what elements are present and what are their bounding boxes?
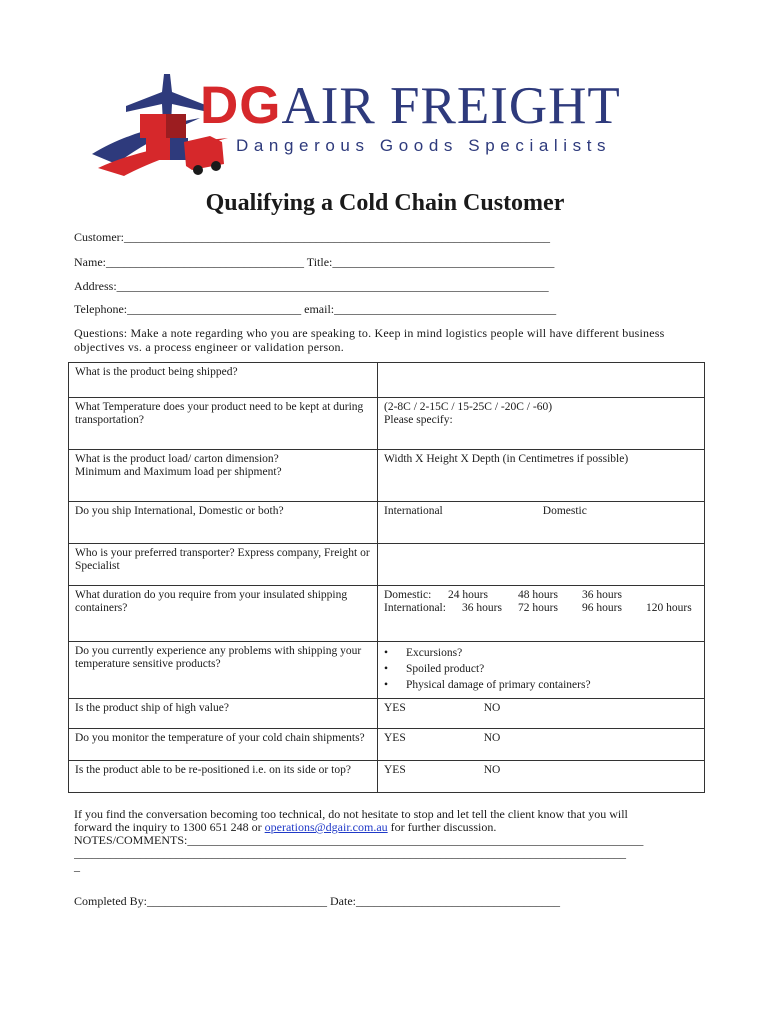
footer-text: forward the inquiry to 1300 651 248 or [74, 820, 265, 834]
question-cell: What is the product being shipped? [69, 363, 378, 398]
question-cell: Do you currently experience any problems with shipping your temperature sensitive products? [69, 642, 378, 699]
notes-field[interactable]: NOTES/COMMENTS:____________________________________________________________________________ [74, 834, 644, 847]
table-row [69, 398, 705, 450]
footer-text: for further discussion. [387, 820, 497, 834]
answer-cell[interactable] [378, 642, 705, 699]
notes-field-line[interactable]: ____________________________________________________________________________________________ [74, 847, 626, 860]
answer-cell[interactable] [378, 363, 705, 398]
question-cell: Who is your preferred transporter? Express company, Freight or Specialist [69, 544, 378, 586]
name-field-label: Name:_________________________________ [74, 255, 307, 269]
questionnaire-table [68, 362, 705, 793]
completed-row [74, 894, 560, 909]
answer-cell[interactable] [378, 729, 705, 761]
table-row [69, 761, 705, 793]
bullet-icon: • [384, 647, 389, 659]
answer-cell[interactable] [378, 502, 705, 544]
international-durations [384, 602, 698, 615]
telephone-field[interactable] [74, 302, 556, 316]
address-field[interactable]: Address:________________________________________________________________________ [74, 279, 549, 293]
no-option[interactable]: NO [483, 732, 501, 744]
box-icon [140, 114, 166, 138]
question-cell: What Temperature does your product need to be kept at during transportation? [69, 398, 378, 450]
please-specify-label: Please specify: [384, 414, 453, 426]
question-cell: Do you monitor the temperature of your cold chain shipments? [69, 729, 378, 761]
question-line: Minimum and Maximum load per shipment? [75, 466, 282, 478]
date-field[interactable]: Date:__________________________________ [330, 894, 560, 908]
duration-option[interactable]: 24 hours [448, 589, 488, 601]
table-row [69, 729, 705, 761]
yes-option[interactable]: YES [384, 732, 406, 744]
list-item [384, 645, 698, 661]
duration-option[interactable]: 96 hours [582, 602, 622, 614]
answer-cell[interactable] [378, 586, 705, 642]
answer-cell[interactable] [378, 699, 705, 729]
table-row [69, 699, 705, 729]
option-domestic[interactable]: Domestic [542, 505, 587, 517]
no-option[interactable]: NO [483, 764, 501, 776]
bullet-icon: • [384, 679, 389, 691]
name-field[interactable] [74, 255, 554, 269]
footer-line: If you find the conversation becoming too technical, do not hesitate to stop and let tell the client know that you will [74, 807, 628, 821]
question-line: What is the product load/ carton dimension? [75, 453, 279, 465]
title-field[interactable]: Title:_____________________________________ [306, 255, 555, 269]
logo-wordmark [200, 78, 621, 134]
question-cell: Do you ship International, Domestic or both? [69, 502, 378, 544]
bullet-text: Excursions? [406, 647, 463, 659]
bullet-text: Spoiled product? [406, 663, 485, 675]
answer-cell[interactable]: Width X Height X Depth (in Centimetres if possible) [378, 450, 705, 502]
bullet-text: Physical damage of primary containers? [406, 679, 591, 691]
question-cell: Is the product ship of high value? [69, 699, 378, 729]
answer-cell[interactable] [378, 544, 705, 586]
international-label: International: [384, 602, 446, 614]
table-row [69, 642, 705, 699]
domestic-durations [384, 589, 698, 602]
logo-air-freight: AIR FREIGHT [281, 77, 621, 135]
footer-line [74, 821, 714, 834]
duration-option[interactable]: 120 hours [646, 602, 692, 614]
question-cell: What duration do you require from your insulated shipping containers? [69, 586, 378, 642]
list-item [384, 677, 698, 693]
answer-cell[interactable] [378, 761, 705, 793]
yes-option[interactable]: YES [384, 764, 406, 776]
duration-option[interactable]: 72 hours [518, 602, 558, 614]
option-international[interactable]: International [384, 505, 443, 517]
customer-field[interactable]: Customer:_______________________________________________________________________ [74, 230, 550, 244]
table-row [69, 586, 705, 642]
email-link[interactable]: operations@dgair.com.au [264, 820, 388, 834]
logo-tagline: Dangerous Goods Specialists [236, 136, 612, 155]
questions-note: Questions: Make a note regarding who you are speaking to. Keep in mind logistics people will have different business objectives vs. a process engineer or validation person. [74, 326, 665, 354]
telephone-field-label: Telephone:_____________________________ [74, 302, 305, 316]
no-option[interactable]: NO [483, 702, 501, 714]
temperature-options: (2-8C / 2-15C / 15-25C / -20C / -60) [384, 401, 553, 413]
table-row [69, 502, 705, 544]
bullet-icon: • [384, 663, 389, 675]
yes-option[interactable]: YES [384, 702, 406, 714]
list-item [384, 661, 698, 677]
table-row [69, 363, 705, 398]
footer-note [74, 808, 714, 873]
logo-dg: DG [200, 76, 282, 135]
page-title: Qualifying a Cold Chain Customer [205, 190, 565, 216]
duration-option[interactable]: 36 hours [582, 589, 622, 601]
answer-cell[interactable] [378, 398, 705, 450]
question-cell: Is the product able to be re-positioned i.e. on its side or top? [69, 761, 378, 793]
domestic-label: Domestic: [384, 589, 432, 601]
table-row [69, 450, 705, 502]
duration-option[interactable]: 36 hours [462, 602, 502, 614]
email-field[interactable]: email:_____________________________________ [304, 302, 557, 316]
duration-option[interactable]: 48 hours [518, 589, 558, 601]
question-cell [69, 450, 378, 502]
completed-by-field[interactable]: Completed By:______________________________ [74, 894, 330, 908]
table-row [69, 544, 705, 586]
notes-field-line[interactable]: _ [74, 859, 80, 873]
